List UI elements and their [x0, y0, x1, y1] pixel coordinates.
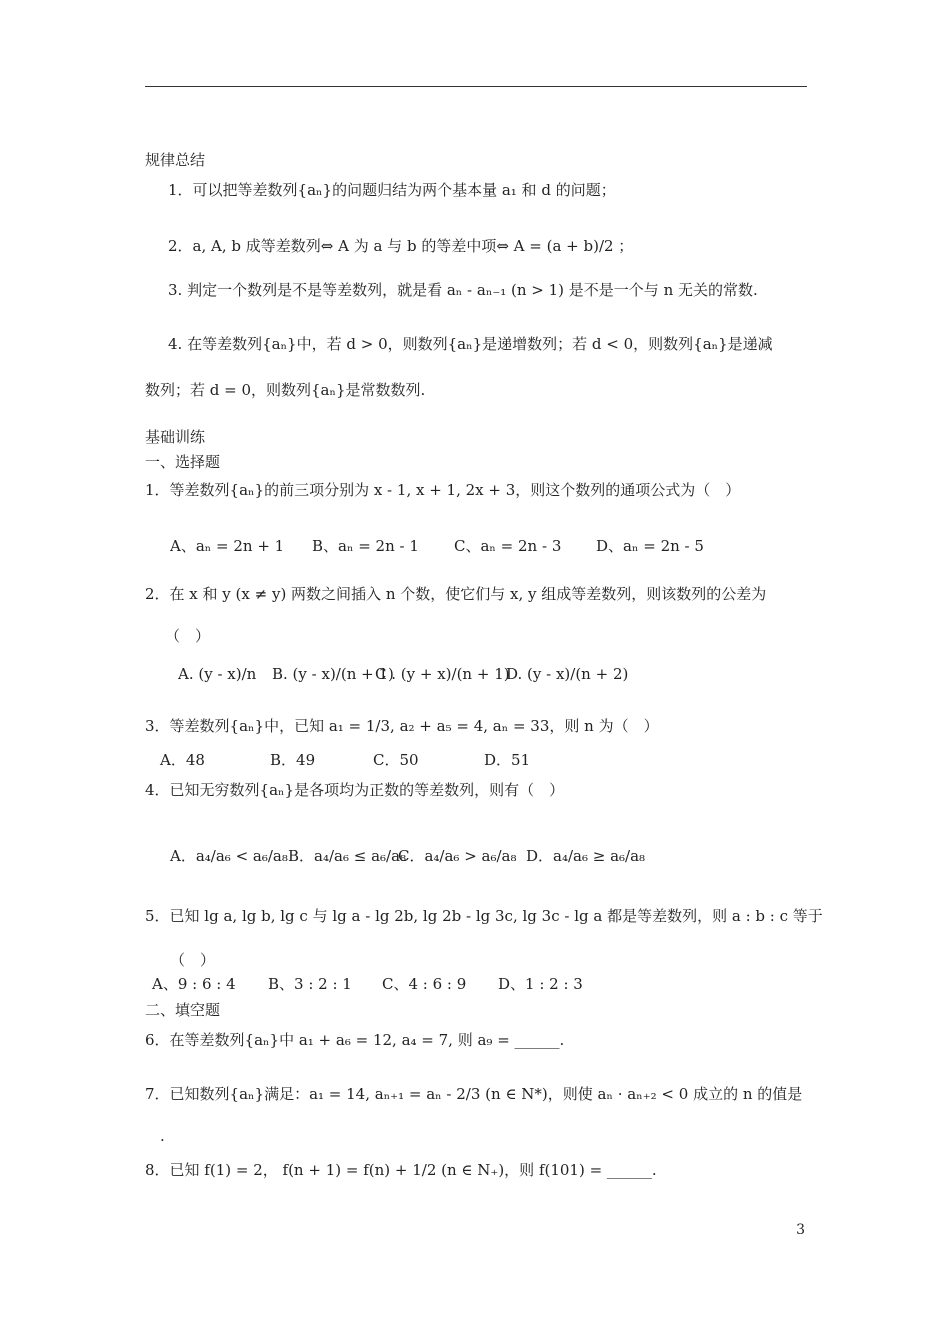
q5-option-b: B、3 : 2 : 1 — [268, 975, 352, 993]
q1-option-a: A、aₙ = 2n + 1 — [170, 537, 285, 555]
question-4: 4．已知无穷数列{aₙ}是各项均为正数的等差数列，则有（ ） — [145, 781, 565, 799]
q4-option-c: C．a₄/a₆ > a₆/a₈ — [398, 847, 517, 865]
question-8: 8．已知 f(1) = 2， f(n + 1) = f(n) + 1/2 (n ∈ N₊)，则 f(101) = ______. — [145, 1161, 657, 1179]
question-3: 3．等差数列{aₙ}中，已知 a₁ = 1/3, a₂ + a₅ = 4, aₙ = 33，则 n 为（ ） — [145, 717, 659, 735]
summary-item-3: 3. 判定一个数列是不是等差数列，就是看 aₙ - aₙ₋₁ (n > 1) 是不是一个与 n 无关的常数. — [168, 281, 758, 299]
header-rule — [145, 86, 807, 87]
summary-item-1: 1．可以把等差数列{aₙ}的问题归结为两个基本量 a₁ 和 d 的问题； — [168, 181, 616, 199]
summary-item-4: 4. 在等差数列{aₙ}中，若 d > 0，则数列{aₙ}是递增数列；若 d < 0，则数列{aₙ}是递减 — [168, 335, 773, 353]
q2-option-c: C . (y + x)/(n + 1) — [375, 665, 510, 683]
q4-option-a: A．a₄/a₆ < a₆/a₈ — [170, 847, 288, 865]
q5-option-c: C、4 : 6 : 9 — [382, 975, 467, 993]
summary-item-4-cont: 数列；若 d = 0，则数列{aₙ}是常数数列. — [145, 381, 426, 399]
section-fill-title: 二、填空题 — [145, 1001, 221, 1019]
q4-option-b: B．a₄/a₆ ≤ a₆/a₈ — [288, 847, 407, 865]
q1-option-b: B、aₙ = 2n - 1 — [312, 537, 419, 555]
q2-option-d: D. (y - x)/(n + 2) — [506, 665, 629, 683]
q5-bracket: （ ） — [170, 951, 216, 969]
summary-title: 规律总结 — [145, 151, 206, 169]
q3-option-a: A．48 — [160, 751, 205, 769]
section-choice-title: 一、选择题 — [145, 453, 221, 471]
summary-item-2: 2．a, A, b 成等差数列⇔ A 为 a 与 b 的等差中项⇔ A = (a + b)/2 ； — [168, 237, 634, 255]
q5-option-d: D、1 : 2 : 3 — [498, 975, 583, 993]
question-2: 2．在 x 和 y (x ≠ y) 两数之间插入 n 个数，使它们与 x, y 组成等差数列，则该数列的公差为 — [145, 585, 767, 603]
question-7: 7．已知数列{aₙ}满足：a₁ = 14, aₙ₊₁ = aₙ - 2/3 (n ∈ N*)，则使 aₙ · aₙ₊₂ < 0 成立的 n 的值是 — [145, 1085, 803, 1103]
question-5: 5．已知 lg a, lg b, lg c 与 lg a - lg 2b, lg 2b - lg 3c, lg 3c - lg a 都是等差数列，则 a : b : c 等于 — [145, 907, 823, 925]
page-number: 3 — [796, 1222, 805, 1238]
question-1: 1．等差数列{aₙ}的前三项分别为 x - 1, x + 1, 2x + 3，则这个数列的通项公式为（ ） — [145, 481, 741, 499]
q3-option-d: D．51 — [484, 751, 531, 769]
training-title: 基础训练 — [145, 428, 206, 446]
q3-option-c: C．50 — [373, 751, 419, 769]
q3-option-b: B．49 — [270, 751, 316, 769]
question-6: 6．在等差数列{aₙ}中 a₁ + a₆ = 12, a₄ = 7, 则 a₉ = ______. — [145, 1031, 565, 1049]
q1-option-d: D、aₙ = 2n - 5 — [596, 537, 704, 555]
q2-option-b: B. (y - x)/(n + 1) — [272, 665, 394, 683]
q1-option-c: C、aₙ = 2n - 3 — [454, 537, 562, 555]
q2-option-a: A. (y - x)/n — [178, 665, 257, 683]
q4-option-d: D．a₄/a₆ ≥ a₆/a₈ — [526, 847, 646, 865]
q2-bracket: （ ） — [165, 627, 211, 645]
q7-tail: . — [160, 1127, 165, 1145]
q5-option-a: A、9 : 6 : 4 — [152, 975, 236, 993]
